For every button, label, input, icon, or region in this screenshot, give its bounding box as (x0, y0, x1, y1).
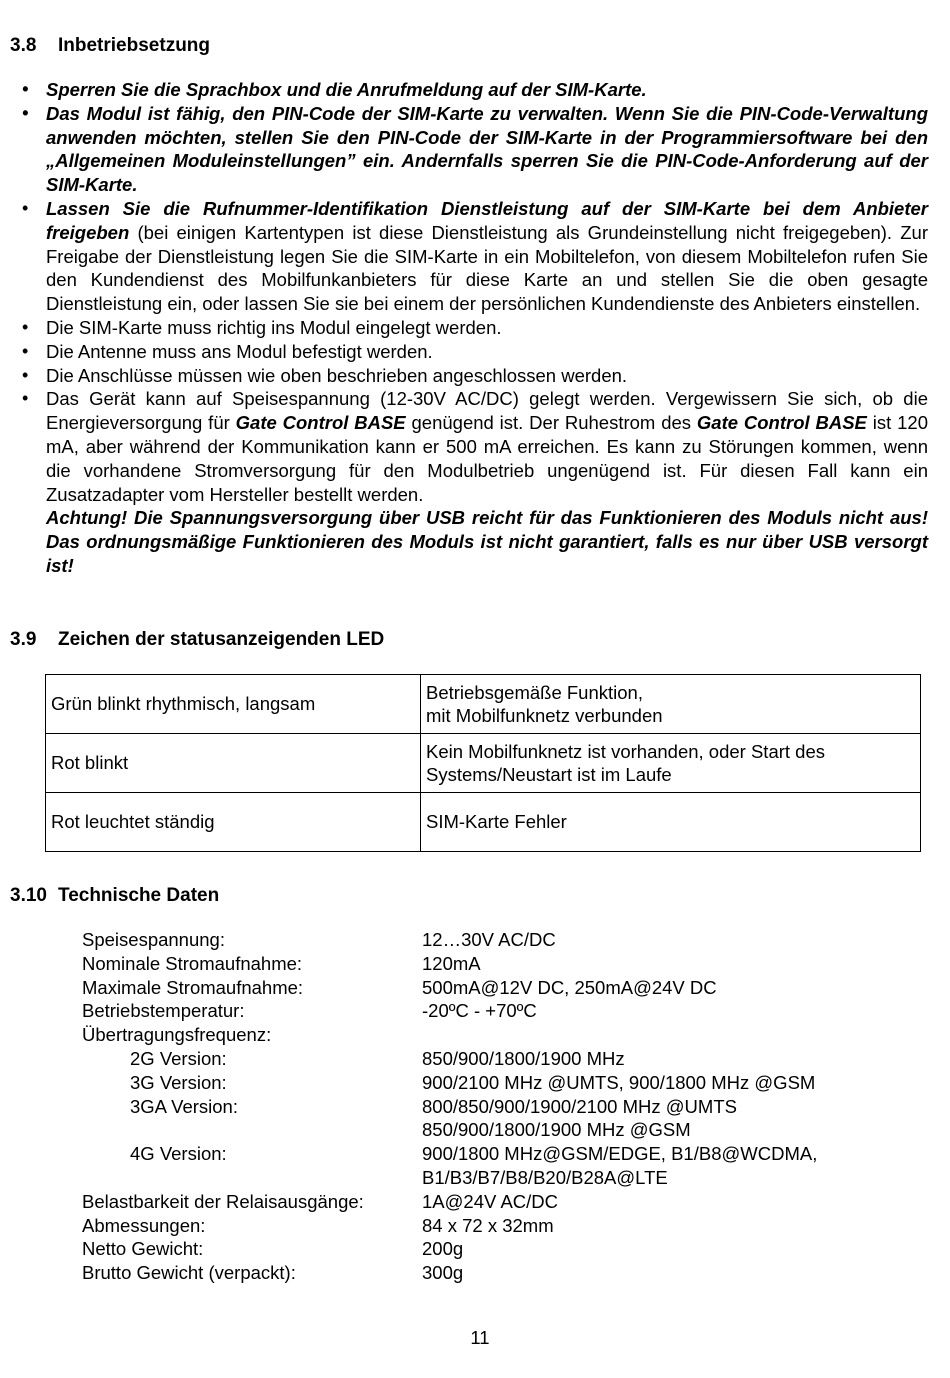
spec-label (82, 1118, 422, 1142)
list-item (46, 102, 928, 197)
spec-label: 3G Version: (130, 1071, 227, 1093)
list-item-text: (bei einigen Kartentypen ist diese Dienstleistung als Grundeinstellung nicht freigegeben). Zur Freigabe der Dienstleistung legen Sie die SIM-Karte in ein Mobiltelefon, von diesem Mobiltelefon rufen Sie den Kundendienst des Mobilfunkanbieters für diese Karte an und stellen Sie die oben gesagte Dienstleistung ein, oder lassen Sie sie bei einem der persönlichen Kundendienste des Anbieters einstellen. (46, 221, 928, 315)
spec-row (82, 999, 902, 1023)
table-row (46, 675, 921, 734)
spec-value: 800/850/900/1900/2100 MHz @UMTS (422, 1095, 737, 1117)
list-item (46, 340, 928, 364)
spec-row (82, 1023, 902, 1047)
list-item (46, 364, 928, 388)
led-state-cell: Grün blinkt rhythmisch, langsam (46, 675, 421, 734)
spec-row (82, 1190, 902, 1214)
section-heading-3-8 (10, 34, 210, 58)
spec-value: 12…30V AC/DC (422, 929, 556, 950)
spec-value: -20ºC - +70ºC (422, 1000, 537, 1022)
list-item-text: Die SIM-Karte muss richtig ins Modul eingelegt werden. (46, 316, 502, 338)
list-item-text: Die Anschlüsse müssen wie oben beschrieben angeschlossen werden. (46, 364, 628, 386)
spec-row (82, 976, 902, 1000)
section-title: Zeichen der statusanzeigenden LED (58, 629, 385, 650)
spec-value: 120mA (422, 952, 481, 974)
spec-label: Abmessungen: (82, 1214, 206, 1236)
spec-row (82, 1095, 902, 1119)
section-number: 3.8 (10, 35, 37, 56)
list-item (46, 197, 928, 316)
spec-row (82, 952, 902, 976)
section-number: 3.9 (10, 629, 37, 650)
table-row (46, 793, 921, 852)
list-item-text: Das Gerät kann auf Speisespannung (12-30V AC/DC) gelegt werden. Vergewissern Sie sich, ob die Energieversorgung für (46, 388, 928, 434)
section-heading-3-10 (10, 884, 219, 908)
list-item-text: genügend ist. Der Ruhestrom des (405, 412, 697, 434)
list-item-text: Die Antenne muss ans Modul befestigt werden. (46, 340, 433, 362)
list-item (46, 387, 928, 506)
cell-line: SIM-Karte Fehler (426, 811, 567, 833)
warning-text: Achtung! Die Spannungsversorgung über USB reicht für das Funktionieren des Moduls nicht aus! Das ordnungsmäßige Funktionieren des Moduls ist nicht garantiert, falls es nur über USB versorgt ist! (46, 507, 928, 576)
section-number: 3.10 (10, 885, 47, 906)
technical-specs-list (82, 928, 902, 1285)
table-row (46, 734, 921, 793)
spec-label (82, 1166, 422, 1190)
spec-label: 4G Version: (130, 1143, 227, 1165)
page-number: 11 (470, 1327, 490, 1348)
section-title: Technische Daten (58, 885, 220, 906)
spec-value (422, 1023, 902, 1047)
spec-row (82, 1237, 902, 1261)
spec-label: Maximale Stromaufnahme: (82, 976, 304, 998)
list-item-text: Das Modul ist fähig, den PIN-Code der SIM-Karte zu verwalten. Wenn Sie die PIN-Code-Verwaltung anwenden möchten, stellen Sie den PIN-Code der SIM-Karte in der Programmiersoftware bei den „Allgemeinen Moduleinstellungen” ein. Andernfalls sperren Sie die PIN-Code-Anforderung auf der SIM-Karte. (46, 102, 928, 196)
spec-label: Netto Gewicht: (82, 1238, 204, 1260)
section-title: Inbetriebsetzung (58, 35, 211, 56)
product-name: Gate Control BASE (696, 412, 867, 434)
list-item (46, 78, 928, 102)
led-meaning-cell (421, 793, 921, 852)
warning-paragraph (46, 506, 928, 577)
spec-row (82, 1261, 902, 1285)
led-state-cell: Rot leuchtet ständig (46, 793, 421, 852)
list-item (46, 316, 928, 340)
spec-row (82, 1047, 902, 1071)
spec-value: 850/900/1800/1900 MHz @GSM (422, 1119, 691, 1141)
cell-line: Betriebsgemäße Funktion, (426, 681, 643, 703)
product-name: Gate Control BASE (235, 412, 406, 434)
spec-row (82, 1142, 902, 1166)
spec-row (82, 1214, 902, 1238)
led-state-cell: Rot blinkt (46, 734, 421, 793)
spec-row (82, 1118, 902, 1142)
spec-value: 900/2100 MHz @UMTS, 900/1800 MHz @GSM (422, 1071, 816, 1093)
list-item-text: ist 120 mA, aber während der Kommunikation kann er 500 mA erreichen. Es kann zu Störungen kommen, wenn die vorhandene Stromversorgung für den Modulbetrieb ungenügend ist. Für diesen Fall kann ein Zusatzadapter vom Hersteller bestellt werden. (46, 412, 928, 505)
led-status-table (45, 674, 921, 852)
spec-value: 500mA@12V DC, 250mA@24V DC (422, 976, 717, 998)
section-heading-3-9 (10, 628, 384, 652)
spec-label: Belastbarkeit der Relaisausgänge: (82, 1190, 364, 1212)
cell-line: mit Mobilfunknetz verbunden (426, 705, 663, 726)
spec-row (82, 1166, 902, 1190)
spec-label: Betriebstemperatur: (82, 1000, 245, 1022)
spec-row (82, 1071, 902, 1095)
spec-value: B1/B3/B7/B8/B20/B28A@LTE (422, 1166, 668, 1188)
spec-value: 900/1800 MHz@GSM/EDGE, B1/B8@WCDMA, (422, 1143, 818, 1165)
led-meaning-cell (421, 675, 921, 734)
spec-label: Nominale Stromaufnahme: (82, 952, 303, 974)
bullet-list (46, 78, 928, 578)
spec-value: 850/900/1800/1900 MHz (422, 1047, 625, 1069)
spec-label: Speisespannung: (82, 929, 225, 950)
spec-label: Brutto Gewicht (verpackt): (82, 1262, 296, 1284)
spec-label: 3GA Version: (130, 1095, 238, 1117)
cell-line: Kein Mobilfunknetz ist vorhanden, oder Start des (426, 740, 826, 762)
spec-value: 200g (422, 1238, 464, 1260)
list-item-emphasis: Lassen Sie die Rufnummer-Identifikation Dienstleistung auf der SIM-Karte bei dem Anbieter freigeben (46, 197, 928, 243)
spec-value: 84 x 72 x 32mm (422, 1214, 554, 1236)
spec-value: 1A@24V AC/DC (422, 1190, 559, 1212)
spec-value: 300g (422, 1262, 464, 1284)
cell-line: Systems/Neustart ist im Laufe (426, 764, 672, 785)
list-item-text: Sperren Sie die Sprachbox und die Anrufmeldung auf der SIM-Karte. (46, 79, 647, 100)
spec-label: Übertragungsfrequenz: (82, 1024, 272, 1046)
spec-label: 2G Version: (130, 1047, 227, 1069)
spec-row (82, 928, 902, 952)
led-meaning-cell (421, 734, 921, 793)
